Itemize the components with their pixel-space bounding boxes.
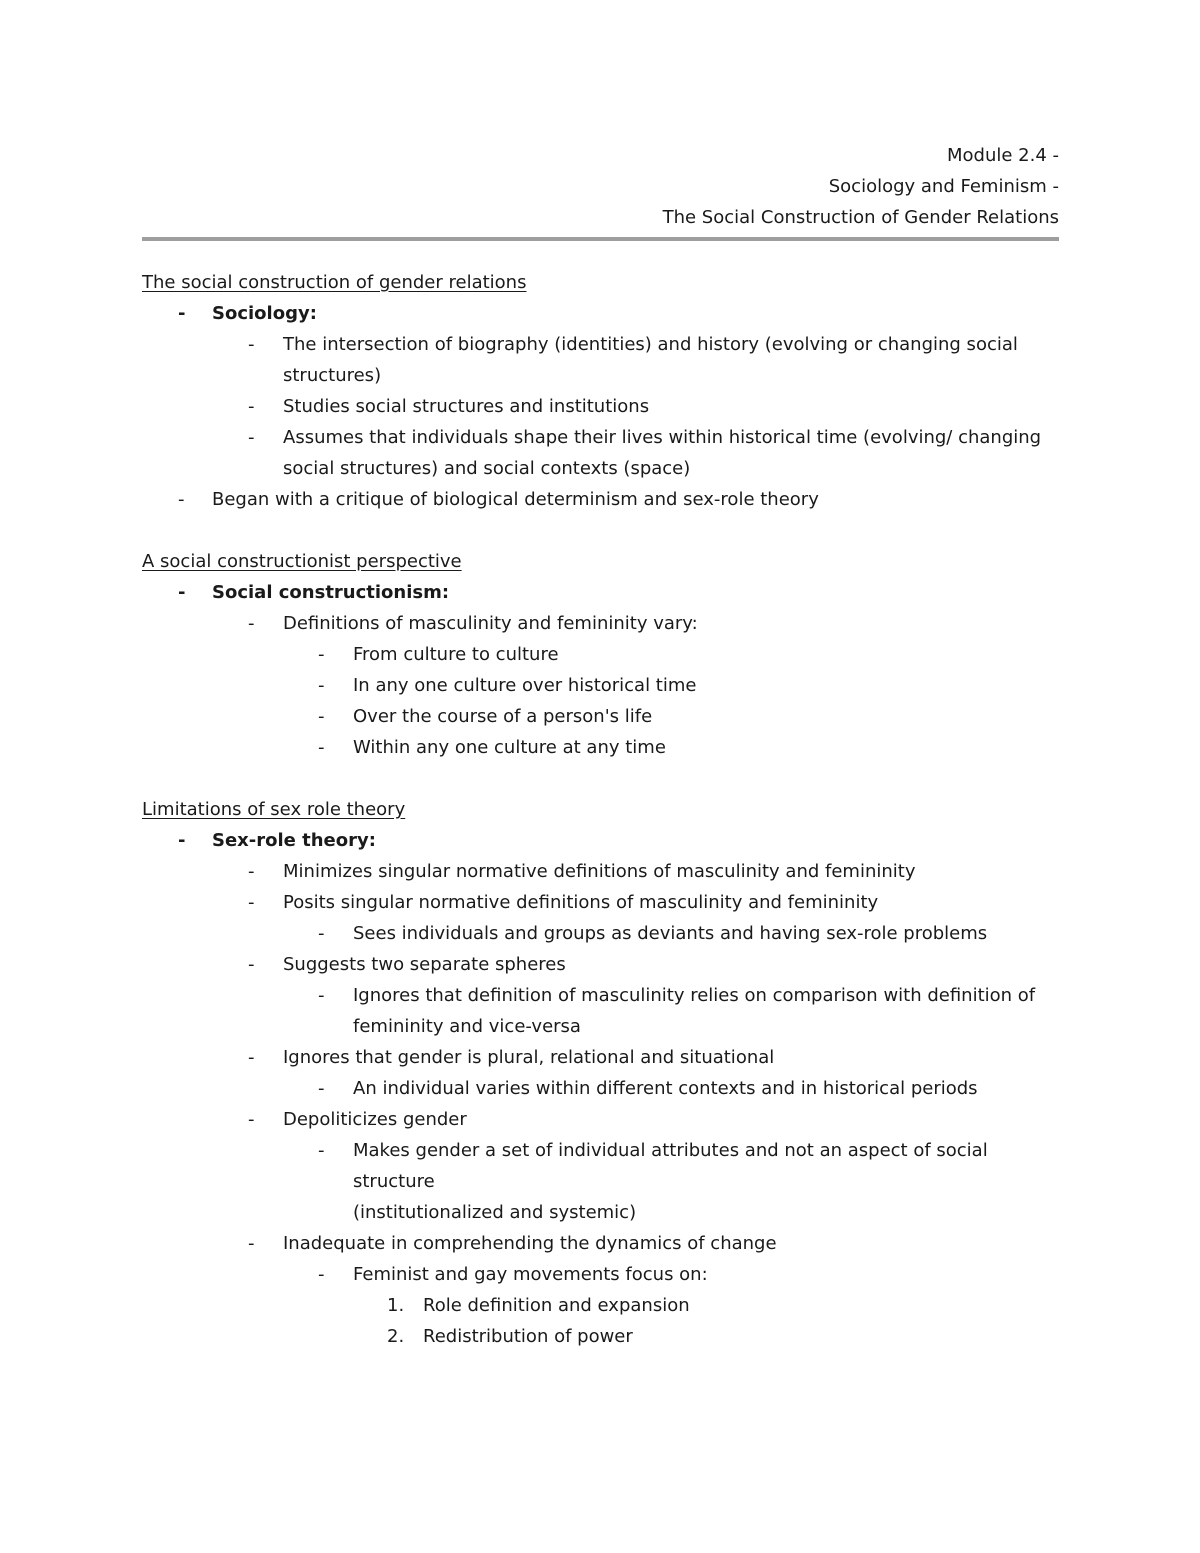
dash-bullet: - [178, 489, 185, 510]
dash-bullet: - [248, 427, 255, 448]
item-number: 1. [387, 1295, 405, 1316]
list-item-continuation: femininity and vice-versa [353, 1016, 581, 1037]
spacer [142, 763, 1059, 794]
dash-bullet: - [248, 892, 255, 913]
list-item: - Makes gender a set of individual attributes and not an aspect of social structure [142, 1135, 1059, 1197]
module-number: Module 2.4 - [946, 145, 1059, 166]
dash-bullet: - [248, 954, 255, 975]
dash-bullet: - [318, 923, 325, 944]
list-item: - Ignores that gender is plural, relational and situational [142, 1042, 1059, 1073]
section-constructionist-perspective [142, 546, 1059, 763]
document-page [142, 140, 1059, 1352]
list-item: - Minimizes singular normative definitions of masculinity and femininity [142, 856, 1059, 887]
list-item: - Sociology: [142, 298, 1059, 329]
dash-bullet: - [318, 1140, 325, 1161]
list-item-continuation: social structures) and social contexts (space) [283, 458, 691, 479]
list-item: - Over the course of a person's life [142, 701, 1059, 732]
list-item: - Began with a critique of biological determinism and sex-role theory [142, 484, 1059, 515]
list-item: - The intersection of biography (identities) and history (evolving or changing social [142, 329, 1059, 360]
dash-bullet: - [318, 985, 325, 1006]
list-item: - Ignores that definition of masculinity relies on comparison with definition of [142, 980, 1059, 1011]
dash-bullet: - [248, 334, 255, 355]
list-item: - Depoliticizes gender [142, 1104, 1059, 1135]
dash-bullet: - [318, 675, 325, 696]
list-item: - Sex-role theory: [142, 825, 1059, 856]
section-limitations-sex-role-theory [142, 794, 1059, 1352]
dash-bullet: - [248, 861, 255, 882]
list-item: - An individual varies within different contexts and in historical periods [142, 1073, 1059, 1104]
list-item: - Feminist and gay movements focus on: [142, 1259, 1059, 1290]
section-title: Limitations of sex role theory [142, 799, 406, 820]
document-title: The Social Construction of Gender Relations [662, 207, 1059, 228]
dash-bullet: - [318, 706, 325, 727]
list-item: - Assumes that individuals shape their lives within historical time (evolving/ changing [142, 422, 1059, 453]
numbered-item: 2. Redistribution of power [142, 1321, 1059, 1352]
dash-bullet: - [248, 396, 255, 417]
dash-bullet: - [178, 303, 186, 324]
list-item-continuation: (institutionalized and systemic) [353, 1202, 637, 1223]
list-item: - Sees individuals and groups as deviants and having sex-role problems [142, 918, 1059, 949]
dash-bullet: - [248, 1233, 255, 1254]
list-item: - Studies social structures and institutions [142, 391, 1059, 422]
dash-bullet: - [178, 830, 186, 851]
dash-bullet: - [248, 1109, 255, 1130]
list-item: - Definitions of masculinity and femininity vary: [142, 608, 1059, 639]
list-item: - Social constructionism: [142, 577, 1059, 608]
header-divider [142, 237, 1059, 241]
section-title: The social construction of gender relations [142, 272, 527, 293]
item-number: 2. [387, 1326, 405, 1347]
course-title: Sociology and Feminism - [828, 176, 1059, 197]
list-item: - Within any one culture at any time [142, 732, 1059, 763]
list-item: - From culture to culture [142, 639, 1059, 670]
dash-bullet: - [248, 1047, 255, 1068]
dash-bullet: - [318, 644, 325, 665]
section-title: A social constructionist perspective [142, 551, 462, 572]
dash-bullet: - [318, 737, 325, 758]
list-item: - In any one culture over historical time [142, 670, 1059, 701]
dash-bullet: - [248, 613, 255, 634]
spacer [142, 515, 1059, 546]
numbered-item: 1. Role definition and expansion [142, 1290, 1059, 1321]
list-item-continuation: structures) [283, 365, 382, 386]
list-item: - Inadequate in comprehending the dynamics of change [142, 1228, 1059, 1259]
dash-bullet: - [318, 1264, 325, 1285]
section-social-construction [142, 267, 1059, 515]
list-item: - Suggests two separate spheres [142, 949, 1059, 980]
list-item: - Posits singular normative definitions of masculinity and femininity [142, 887, 1059, 918]
dash-bullet: - [178, 582, 186, 603]
dash-bullet: - [318, 1078, 325, 1099]
document-header [142, 140, 1059, 233]
